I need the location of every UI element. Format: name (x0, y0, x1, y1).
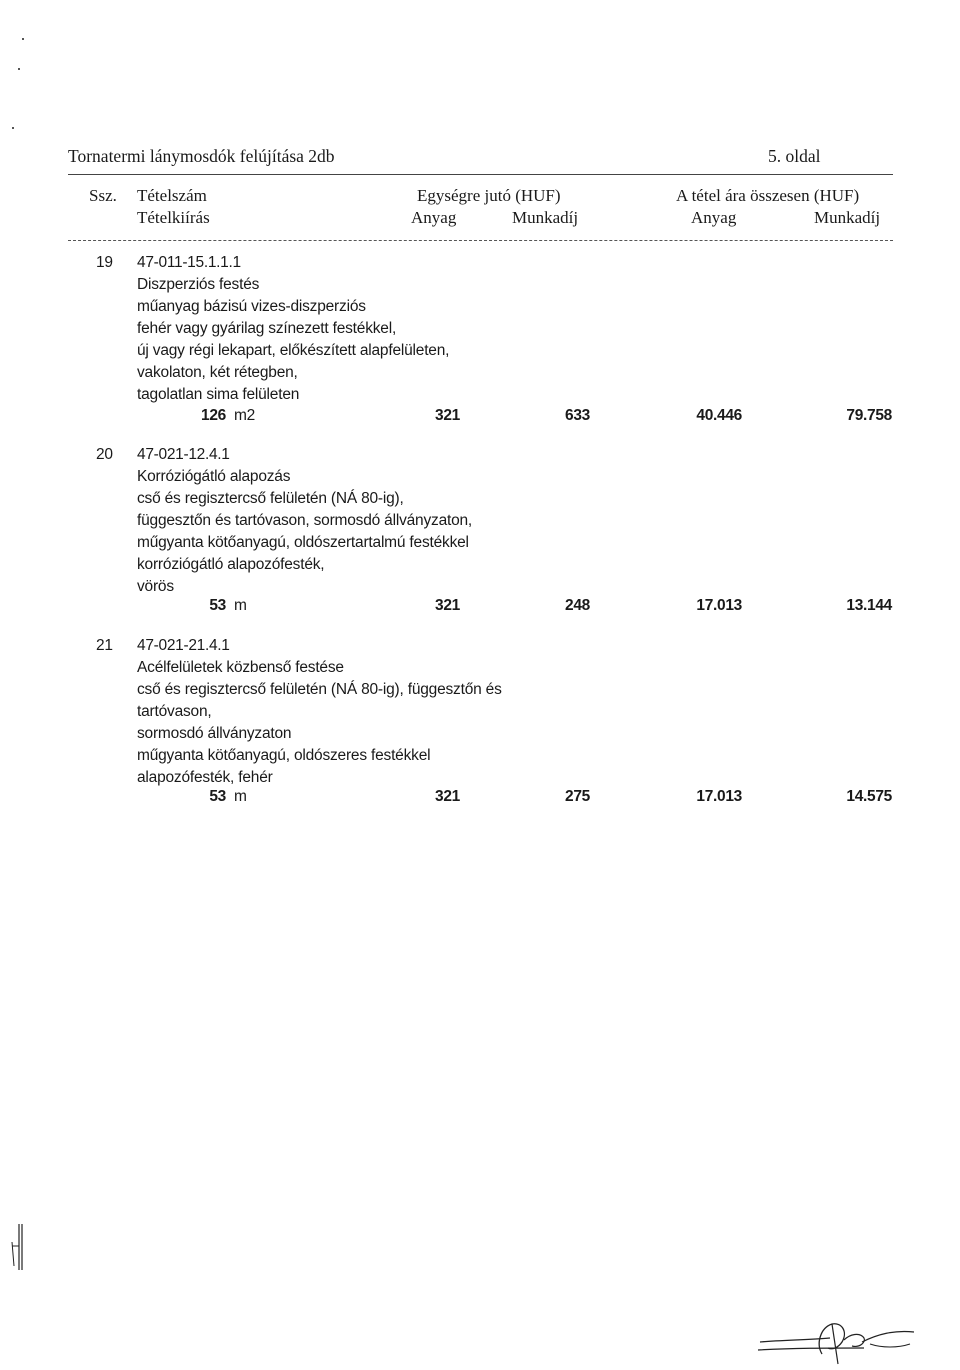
item-ssz: 21 (96, 637, 113, 654)
item-description-line: vörös (137, 578, 174, 595)
item-description-line: műgyanta kötőanyagú, oldószeres festékkel (137, 747, 431, 764)
item-description-line: vakolaton, két rétegben, (137, 364, 298, 381)
scan-speck (22, 38, 24, 40)
item-description-line: függesztőn és tartóvason, sormosdó állványzaton, (137, 512, 473, 529)
col-ssz: Ssz. (89, 186, 117, 205)
document-title: Tornatermi lánymosdók felújítása 2db (68, 146, 335, 166)
item-unit-munkadij: 275 (565, 788, 590, 805)
item-code: 47-011-15.1.1.1 (137, 254, 241, 271)
col-total-anyag: Anyag (691, 208, 737, 227)
item-quantity: 126 (201, 407, 226, 424)
item-description-line: Diszperziós festés (137, 276, 260, 293)
item-description-line: sormosdó állványzaton (137, 725, 292, 742)
item-total-anyag: 17.013 (696, 597, 742, 614)
item-description-line: cső és regisztercső felületén (NÁ 80-ig), függesztőn és (137, 681, 502, 698)
col-tetelszam: Tételszám (137, 186, 207, 205)
item-total-munkadij: 79.758 (846, 407, 892, 424)
column-header-rule (68, 240, 893, 241)
item-unit-anyag: 321 (435, 788, 460, 805)
item-unit-anyag: 321 (435, 597, 460, 614)
header-rule (68, 174, 893, 175)
item-total-munkadij: 14.575 (846, 788, 892, 805)
binding-mark (8, 1222, 28, 1272)
page-number: 5. oldal (768, 146, 821, 166)
item-description-line: korróziógátló alapozófesték, (137, 556, 325, 573)
item-quantity: 53 (209, 597, 226, 614)
item-total-munkadij: 13.144 (846, 597, 892, 614)
item-description-line: Korróziógátló alapozás (137, 468, 291, 485)
item-total-anyag: 40.446 (696, 407, 742, 424)
item-ssz: 19 (96, 254, 113, 271)
item-unit-munkadij: 248 (565, 597, 590, 614)
item-unit-anyag: 321 (435, 407, 460, 424)
item-total-anyag: 17.013 (696, 788, 742, 805)
item-quantity: 53 (209, 788, 226, 805)
col-unit-price-group: Egységre jutó (HUF) (417, 186, 561, 205)
item-unit: m2 (234, 407, 255, 424)
item-code: 47-021-12.4.1 (137, 446, 230, 463)
item-unit: m (234, 597, 247, 614)
scan-speck (18, 68, 20, 70)
col-total-munkadij: Munkadíj (814, 208, 881, 227)
item-description-line: műgyanta kötőanyagú, oldószertartalmú festékkel (137, 534, 469, 551)
item-description-line: Acélfelületek közbenső festése (137, 659, 344, 676)
item-description-line: új vagy régi lekapart, előkészített alapfelületen, (137, 342, 450, 359)
item-description-line: fehér vagy gyárilag színezett festékkel, (137, 320, 397, 337)
col-unit-munkadij: Munkadíj (512, 208, 579, 227)
col-tetelkiiras: Tételkiírás (137, 208, 210, 227)
signature (752, 1318, 922, 1368)
col-unit-anyag: Anyag (411, 208, 457, 227)
col-total-group: A tétel ára összesen (HUF) (676, 186, 860, 205)
item-description-line: tagolatlan sima felületen (137, 386, 300, 403)
item-code: 47-021-21.4.1 (137, 637, 230, 654)
item-unit-munkadij: 633 (565, 407, 590, 424)
item-unit: m (234, 788, 247, 805)
item-ssz: 20 (96, 446, 113, 463)
item-description-line: alapozófesték, fehér (137, 769, 273, 786)
scan-speck (12, 127, 14, 129)
item-description-line: műanyag bázisú vizes-diszperziós (137, 298, 366, 315)
item-description-line: tartóvason, (137, 703, 212, 720)
item-description-line: cső és regisztercső felületén (NÁ 80-ig), (137, 490, 404, 507)
